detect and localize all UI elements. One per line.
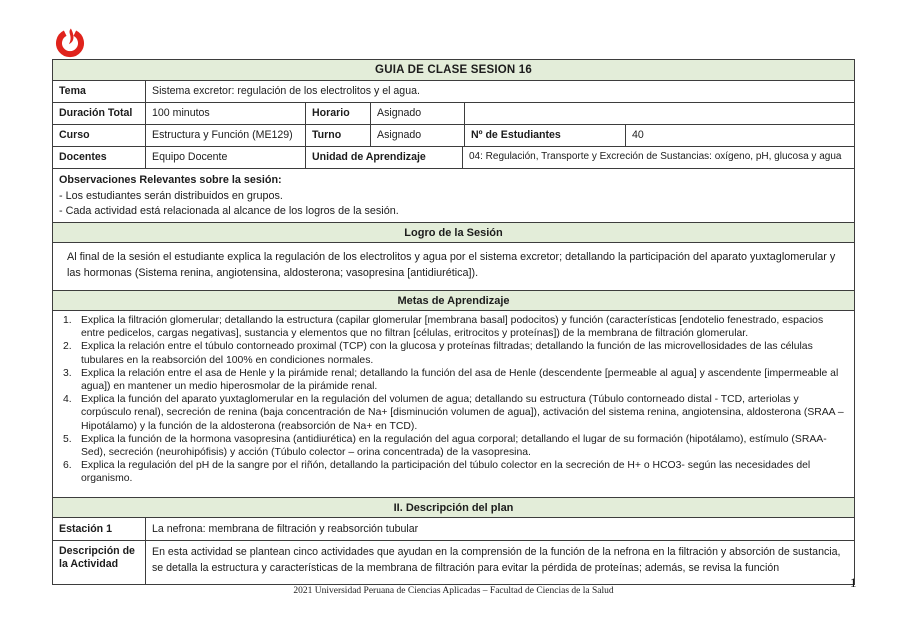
page-footer: 2021 Universidad Peruana de Ciencias Aplicadas – Facultad de Ciencias de la Salud — [293, 586, 614, 596]
turno-label: Turno — [306, 125, 371, 146]
docentes-row — [53, 147, 854, 169]
observaciones-section — [53, 169, 854, 223]
docentes-label: Docentes — [53, 147, 146, 168]
metas-item-text: Explica la función de la hormona vasopresina (antidiurética) en la regulación del agua corporal; detallando el lugar de su formación (hipotálamo), estímulo (SRAA-Sed), secreción (neurohipófisis) y acción (Túbulo colector – orina concentrada) de la vasopresina. — [81, 433, 827, 459]
metas-item-text: Explica la regulación del pH de la sangre por el riñón, detallando la participación del túbulo colector en la secreción de H+ o HCO3- según las necesidades del organismo. — [81, 460, 811, 485]
metas-list-item — [63, 367, 846, 393]
metas-item-text: Explica la relación entre el asa de Henle y la pirámide renal; detallando la función del asa de Henle (descendente [permeable al agua] y ascendente [impermeable al agua]) en mantener un medio hiperosmolar de la pirámide renal. — [81, 367, 839, 393]
observaciones-item: - Cada actividad está relacionada al alcance de los logros de la sesión. — [59, 205, 399, 217]
metas-item-text: Explica la función del aparato yuxtaglomerular en la regulación del volumen de agua; detallando su estructura (Túbulo contorneado distal - TCD, arteriolas y corpúsculo renal), secreción de renina (baja concentración de Na+ [disminución volumen de agua]), activación del sistema renina, angiotensina, aldosterona (SRAA – Hipotálamo) y la función de la aldosterona (reabsorción de Na+ en TCD). — [81, 394, 844, 432]
metas-item-number: 1. — [63, 315, 72, 326]
metas-item-number: 4. — [63, 394, 72, 406]
tema-label: Tema — [53, 81, 146, 102]
logro-text: Al final de la sesión el estudiante explica la regulación de los electrolitos y agua por el sistema excretor; detallando la participación del aparato yuxtaglomerular y las hormonas (Sistema renina, angiotensina, aldosterona; vasopresina [antidiurética]). — [53, 243, 854, 291]
plan-header-text: II. Descripción del plan — [393, 501, 514, 514]
logro-header-text: Logro de la Sesión — [404, 226, 503, 239]
metas-item-number: 3. — [63, 367, 72, 379]
metas-item-text: Explica la filtración glomerular; detallando la estructura (capilar glomerular [membrana basal] podocitos) y función (características [endotelio fenestrado, espacios entre pedicelos, cargas negativas], sustancia y elementos que no filtran [células, eritrocitos y proteínas]) de la membrana de filtración glomerular. — [81, 315, 824, 340]
unidad-label: Unidad de Aprendizaje — [306, 147, 463, 168]
metas-list-item — [63, 393, 846, 433]
metas-item-number: 2. — [63, 341, 72, 353]
estacion-label: Estación 1 — [53, 518, 146, 540]
table-title — [53, 60, 854, 81]
unidad-value: 04: Regulación, Transporte y Excreción de Sustancias: oxígeno, pH, glucosa y agua — [469, 151, 842, 163]
descripcion-label: Descripción de la Actividad — [53, 541, 146, 584]
estacion-row — [53, 518, 854, 541]
estacion-value: La nefrona: membrana de filtración y reabsorción tubular — [152, 522, 419, 535]
turno-value: Asignado — [371, 125, 465, 146]
tema-value: Sistema excretor: regulación de los electrolitos y el agua. — [152, 85, 420, 98]
duracion-label: Duración Total — [53, 103, 146, 124]
docentes-value: Equipo Docente — [146, 147, 306, 168]
metas-list-item — [63, 433, 846, 459]
metas-list — [53, 311, 854, 498]
upc-logo-icon — [55, 20, 85, 58]
horario-value: Asignado — [371, 103, 465, 124]
metas-item-number: 6. — [63, 460, 72, 472]
logro-header — [53, 223, 854, 243]
tema-row — [53, 81, 854, 103]
estudiantes-value: 40 — [632, 129, 644, 142]
table-title-text: GUIA DE CLASE SESION 16 — [375, 64, 532, 76]
page-number: 1 — [850, 575, 857, 590]
duracion-row-empty-cell — [465, 103, 854, 124]
duracion-value: 100 minutos — [146, 103, 306, 124]
metas-item-number: 5. — [63, 433, 72, 445]
horario-label: Horario — [306, 103, 371, 124]
curso-label: Curso — [53, 125, 146, 146]
plan-header — [53, 498, 854, 518]
metas-header-text: Metas de Aprendizaje — [397, 294, 510, 307]
descripcion-row — [53, 541, 854, 584]
estudiantes-label: Nº de Estudiantes — [465, 125, 626, 146]
curso-row — [53, 125, 854, 147]
guia-de-clase-table — [52, 59, 855, 585]
metas-header — [53, 291, 854, 311]
descripcion-value: En esta actividad se plantean cinco actividades que ayudan en la comprensión de la función de la nefrona en la filtración y absorción de sustancia, se detalla la estructura y características de la membrana de filtración para evitar la pérdida de proteínas; además, se revisa la función — [152, 546, 841, 574]
observaciones-title: Observaciones Relevantes sobre la sesión: — [59, 174, 282, 186]
duracion-row — [53, 103, 854, 125]
metas-list-item — [63, 314, 846, 340]
metas-list-item — [63, 459, 846, 485]
observaciones-list — [59, 189, 846, 220]
metas-item-text: Explica la relación entre el túbulo contorneado proximal (TCP) con la glucosa y proteínas filtradas; detallando la función de las microvellosidades de las células tubulares en la reabsorción del 100% en condiciones normales. — [81, 341, 813, 366]
observaciones-item: - Los estudiantes serán distribuidos en grupos. — [59, 189, 283, 202]
curso-value: Estructura y Función (ME129) — [146, 125, 306, 146]
metas-list-item — [63, 340, 846, 366]
